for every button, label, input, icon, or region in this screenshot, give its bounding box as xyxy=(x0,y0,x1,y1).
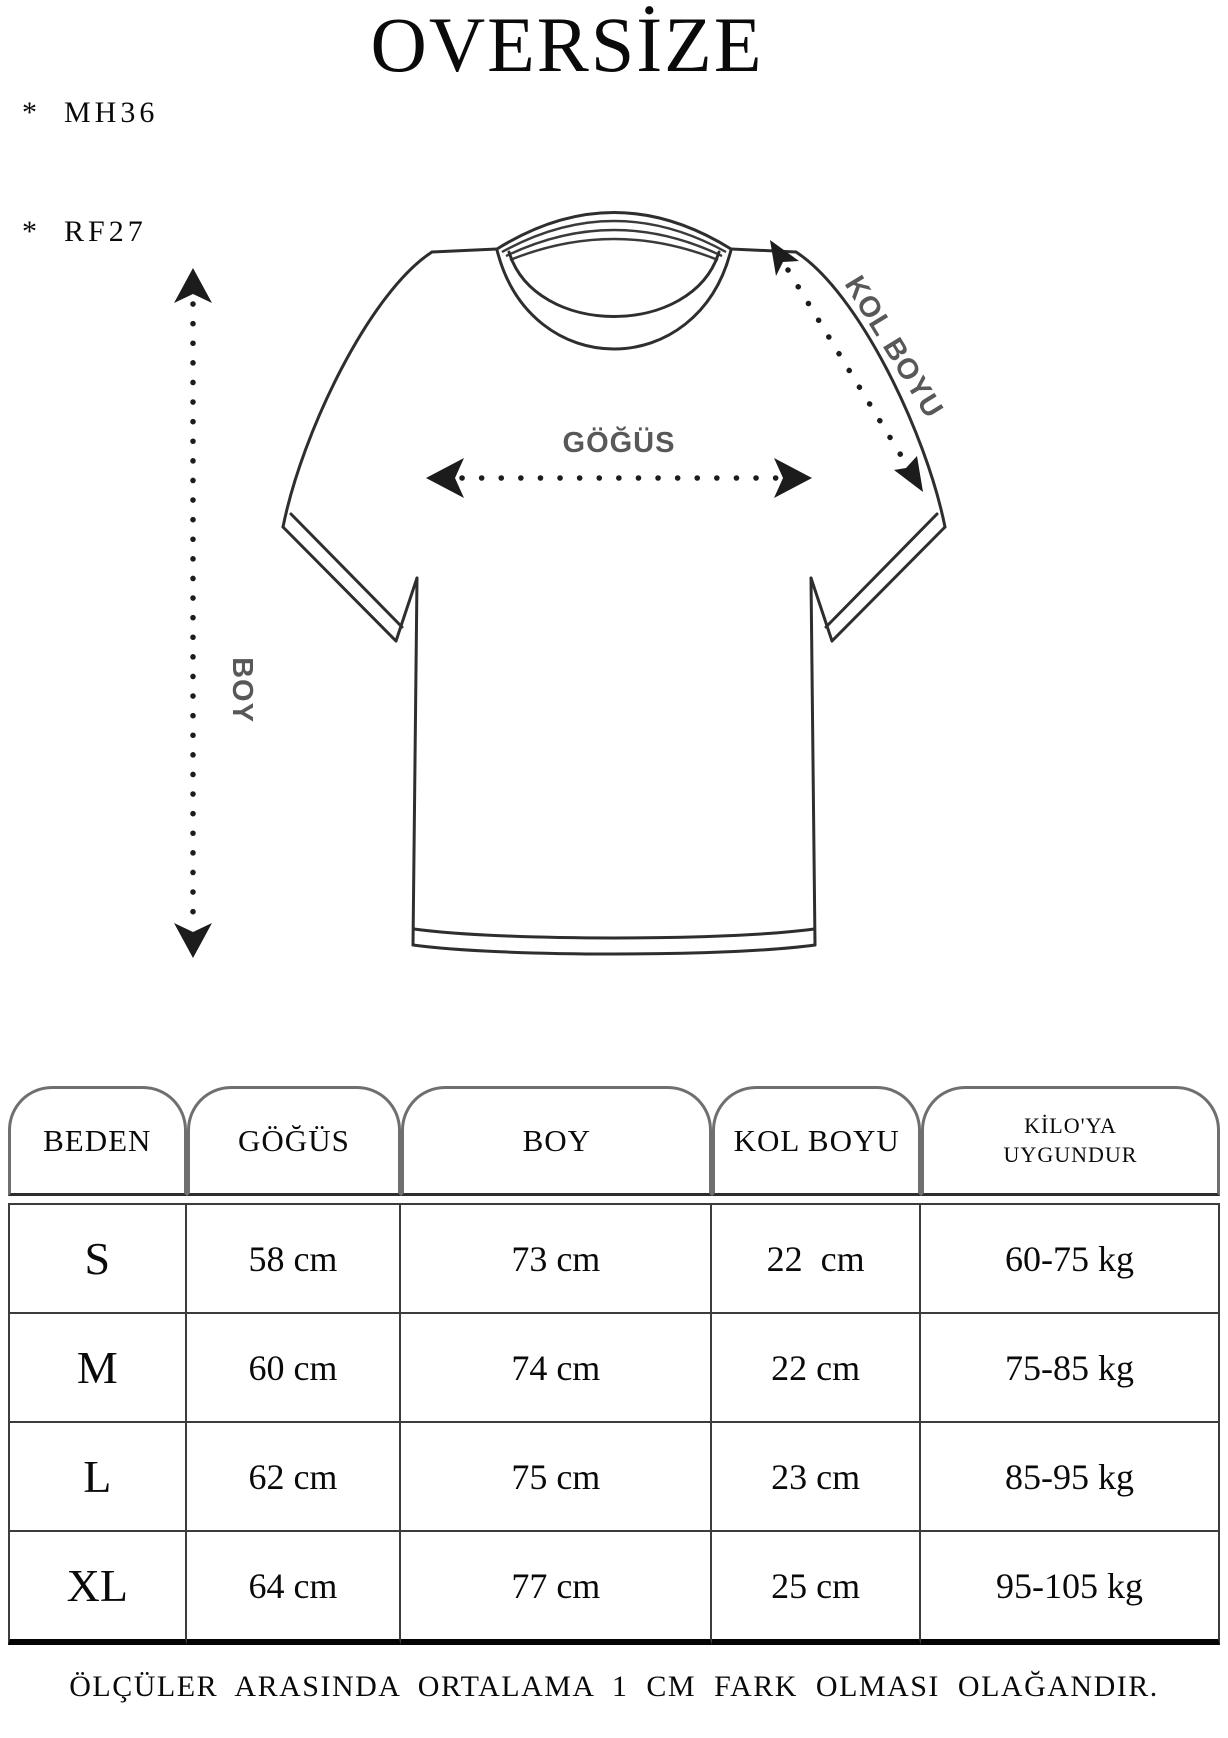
chest-measure-arrow xyxy=(426,425,812,498)
cell-sleeve: 25 cm xyxy=(712,1532,921,1645)
left-shoulder-line xyxy=(432,249,497,252)
cell-sleeve: 23 cm xyxy=(712,1423,921,1532)
page-title: OVERSİZE xyxy=(370,1,764,88)
length-measure-arrow xyxy=(174,268,258,958)
cell-length: 77 cm xyxy=(401,1532,712,1645)
cell-chest: 60 cm xyxy=(187,1314,402,1423)
right-shoulder-line xyxy=(731,249,796,252)
hem-stitch-line xyxy=(414,929,814,938)
cell-sleeve: 22 cm xyxy=(712,1203,921,1314)
cell-weight: 85-95 kg xyxy=(921,1423,1220,1532)
tolerance-note: ÖLÇÜLER ARASINDA ORTALAMA 1 CM FARK OLMASI OLAĞANDIR. xyxy=(69,1670,1159,1703)
chest-label: GÖĞÜS xyxy=(562,427,676,459)
tshirt-measurement-diagram xyxy=(0,160,1228,1005)
cell-chest: 64 cm xyxy=(187,1532,402,1645)
cell-size: L xyxy=(8,1423,187,1532)
size-table-header xyxy=(8,1086,1220,1196)
cell-weight: 60-75 kg xyxy=(921,1203,1220,1314)
collar-rib-line xyxy=(502,221,726,252)
left-cuff-stitch-line xyxy=(291,514,402,627)
product-code-line: * MH36 xyxy=(22,96,159,130)
right-body-line xyxy=(811,578,815,945)
cell-length: 73 cm xyxy=(401,1203,712,1314)
column-header-kol-boyu: KOL BOYU xyxy=(712,1086,921,1196)
column-header-beden: BEDEN xyxy=(8,1086,187,1196)
cell-weight: 75-85 kg xyxy=(921,1314,1220,1423)
cell-size: XL xyxy=(8,1532,187,1645)
collar-inner-line xyxy=(509,252,719,317)
cell-length: 74 cm xyxy=(401,1314,712,1423)
right-cuff-stitch-line xyxy=(826,514,937,627)
cell-sleeve: 22 cm xyxy=(712,1314,921,1423)
column-header-gogus: GÖĞÜS xyxy=(187,1086,402,1196)
cell-length: 75 cm xyxy=(401,1423,712,1532)
column-header-boy: BOY xyxy=(401,1086,712,1196)
cell-chest: 58 cm xyxy=(187,1203,402,1314)
left-sleeve-outer-line xyxy=(283,252,432,527)
cell-size: S xyxy=(8,1203,187,1314)
hem-line xyxy=(413,945,815,954)
size-table xyxy=(8,1086,1220,1645)
left-underarm-line xyxy=(396,578,417,641)
length-label: BOY xyxy=(226,657,258,723)
cell-weight: 95-105 kg xyxy=(921,1532,1220,1645)
left-body-line xyxy=(413,578,417,945)
column-header-kilo: KİLO'YA UYGUNDUR xyxy=(921,1086,1220,1196)
cell-chest: 62 cm xyxy=(187,1423,402,1532)
left-cuff-line xyxy=(283,527,396,641)
product-code-line: * RF27 xyxy=(22,214,147,248)
size-table-body xyxy=(8,1203,1220,1645)
cell-size: M xyxy=(8,1314,187,1423)
sleeve-measure-arrow xyxy=(770,240,949,492)
right-cuff-line xyxy=(832,527,945,641)
collar-outer-line xyxy=(497,250,731,349)
sleeve-label: KOL BOYU xyxy=(838,270,950,425)
right-underarm-line xyxy=(811,578,832,641)
